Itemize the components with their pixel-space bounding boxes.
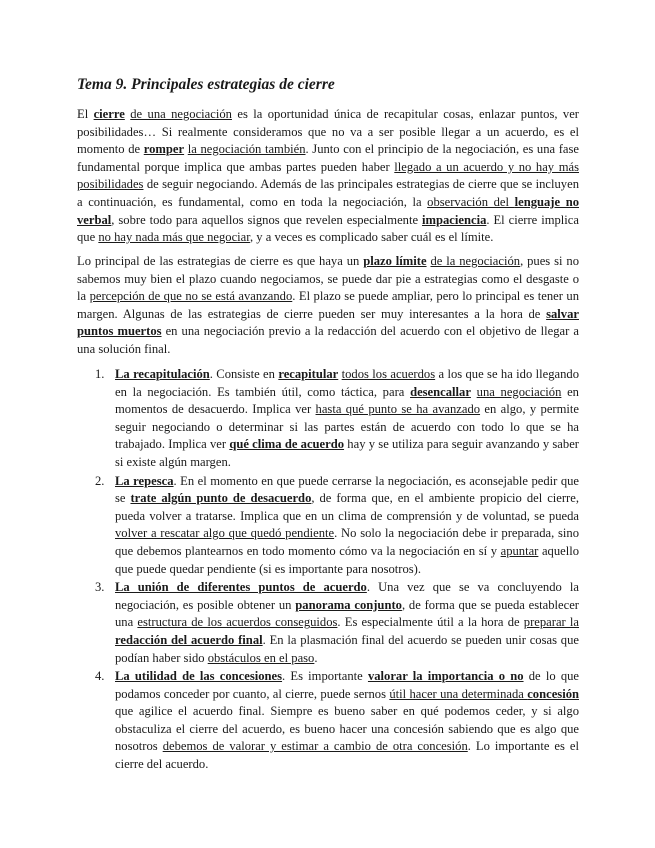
paragraph-intro [77,106,579,247]
list-item-number: 2. [95,473,105,488]
text-run: . Una vez que se va concluyendo la negociación, es posible obtener un [115,580,579,612]
list-item-text [115,474,579,576]
text-run: aquello que puede quedar pendiente (si es importante para nosotros). [115,543,580,576]
emphasis-text: lenguaje no verbal [77,194,579,227]
list-item [77,579,579,667]
underlined-text: de una negociación [130,107,232,121]
text-run: . El plazo se puede ampliar, pero lo principal es tener un margen. Algunas de las estrategias de cierre pueden ser muy interesantes a la hora de [77,289,579,321]
emphasis-text: panorama conjunto [295,597,402,612]
page-title: Tema 9. Principales estrategias de cierre [77,76,335,93]
list-item-number: 1. [95,367,105,381]
list-item-text [115,580,579,664]
paragraph-deadline [77,253,579,359]
list-item-text [115,367,579,469]
underlined-text: debemos de valorar y estimar a cambio de otra concesión [162,739,468,754]
emphasis-text: impaciencia [422,212,487,227]
emphasis-text: trate algún punto de desacuerdo [130,491,312,506]
underlined-text: una negociación [476,384,562,399]
text-run: en momentos de desacuerdo. Implica ver [115,384,579,417]
text-run: . En la plasmación final del acuerdo se pueden unir cosas que podían haber sido [115,632,579,665]
list-item [77,366,579,472]
text-run: . En el momento en que puede cerrarse la negociación, es aconsejable pedir que se [115,473,580,506]
text-run: en algo, y permite seguir negociando o determinar si las partes están de acuerdo con todo lo que se ha trabajado. Implica ver [115,402,579,452]
text-run: , pues si no sabemos muy bien el plazo cuando negociamos, se puede dar pie a estrategias como el desgaste o la [77,254,579,304]
emphasis-text: salvar puntos muertos [77,306,579,339]
emphasis-text: redacción del acuerdo final [115,632,263,647]
text-run: , de forma que se pueda establecer una [115,597,579,630]
emphasis-text: plazo límite [363,254,427,268]
underlined-text: la negociación también [187,142,306,157]
underlined-text: obstáculos en el paso [207,650,315,665]
text-run: , y a veces es complicado saber cuál es el límite. [249,230,494,245]
emphasis-text: La unión de diferentes puntos de acuerdo [115,580,367,595]
text-run: de seguir negociando. Además de las principales estrategias de cierre que se incluyen a continuación, es fundamental, como en toda la negociación, la [77,177,579,209]
text-run: en una negociación previo a la redacción del acuerdo con el objetivo de llegar a una solución final. [77,324,579,356]
emphasis-text: La recapitulación [115,367,210,381]
text-run: . Junto con el principio de la negociación, es una fase fundamental porque implica que ambas partes pueden haber [77,142,579,174]
emphasis-text: romper [143,142,185,157]
text-run: El [77,107,94,121]
list-item-text [115,669,579,771]
strategies-list [77,366,579,774]
text-run: , de forma que, en el ambiente propicio del cierre, pueda volver a tratarse. Implica que en un clima de comprensión y de voluntad, se pueda [115,491,579,523]
emphasis-text: qué clima de acuerdo [229,437,345,452]
underlined-text: apuntar [500,543,539,558]
text-run: , sobre todo para aquellos signos que revelen especialmente [111,212,423,227]
emphasis-text: concesión [527,686,579,701]
emphasis-text: La repesca [115,473,174,488]
underlined-text: preparar la [523,615,580,630]
list-item-number: 3. [95,580,105,595]
underlined-text: estructura de los acuerdos conseguidos [137,615,338,630]
text-run: . [314,650,318,665]
underlined-text: observación del [427,194,515,209]
underlined-text: de la negociación [430,254,521,268]
text-run: a los que se ha ido llegando en la negociación. Es también útil, como táctica, para [115,367,579,399]
text-run: . Lo importante es el cierre del acuerdo. [115,739,579,772]
underlined-text: todos los acuerdos [341,367,436,381]
underlined-text: no hay nada más que negociar [98,230,250,245]
text-run: . Consiste en [209,367,279,381]
text-run: hay y se utiliza para seguir avanzando y saber si existe algún margen. [115,437,579,469]
emphasis-text: valorar la importancia o no [367,669,524,684]
text-run: . El cierre implica que [77,212,579,245]
text-run: es la oportunidad única de recapitular cosas, enlazar puntos, ver posibilidades… Si realmente consideramos que no va a ser posible llegar a un acuerdo, es el momento de [77,107,579,157]
list-item-number: 4. [95,669,105,684]
underlined-text: llegado a un acuerdo y no hay más posibilidades [77,159,579,192]
emphasis-text: desencallar [410,384,471,399]
emphasis-text: cierre [93,107,125,121]
list-item [77,668,579,774]
list-item [77,473,579,579]
text-run: . Es importante [282,669,368,684]
text-run: . Es especialmente útil a la hora de [337,615,524,630]
emphasis-text: recapitular [278,367,339,381]
underlined-text: volver a rescatar algo que quedó pendiente [115,526,335,541]
text-run: de lo que podamos conceder por cuanto, al cierre, puede sernos [115,669,580,701]
text-run: que agilice el acuerdo final. Siempre es bueno saber en qué podemos ceder, y si algo obstaculiza el cierre del acuerdo, es bueno hacer una concesión sabiendo que es algo que nosotros [115,704,579,754]
emphasis-text: La utilidad de las concesiones [115,669,283,684]
text-run: . No solo la negociación debe ir preparada, sino que debemos plantearnos en todo momento cómo va la negociación en sí y [115,526,579,558]
underlined-text: hasta qué punto se ha avanzado [315,402,481,417]
underlined-text: percepción de que no se está avanzando [89,289,293,304]
text-run: Lo principal de las estrategias de cierre es que haya un [77,254,364,268]
underlined-text: útil hacer una determinada [389,686,528,701]
